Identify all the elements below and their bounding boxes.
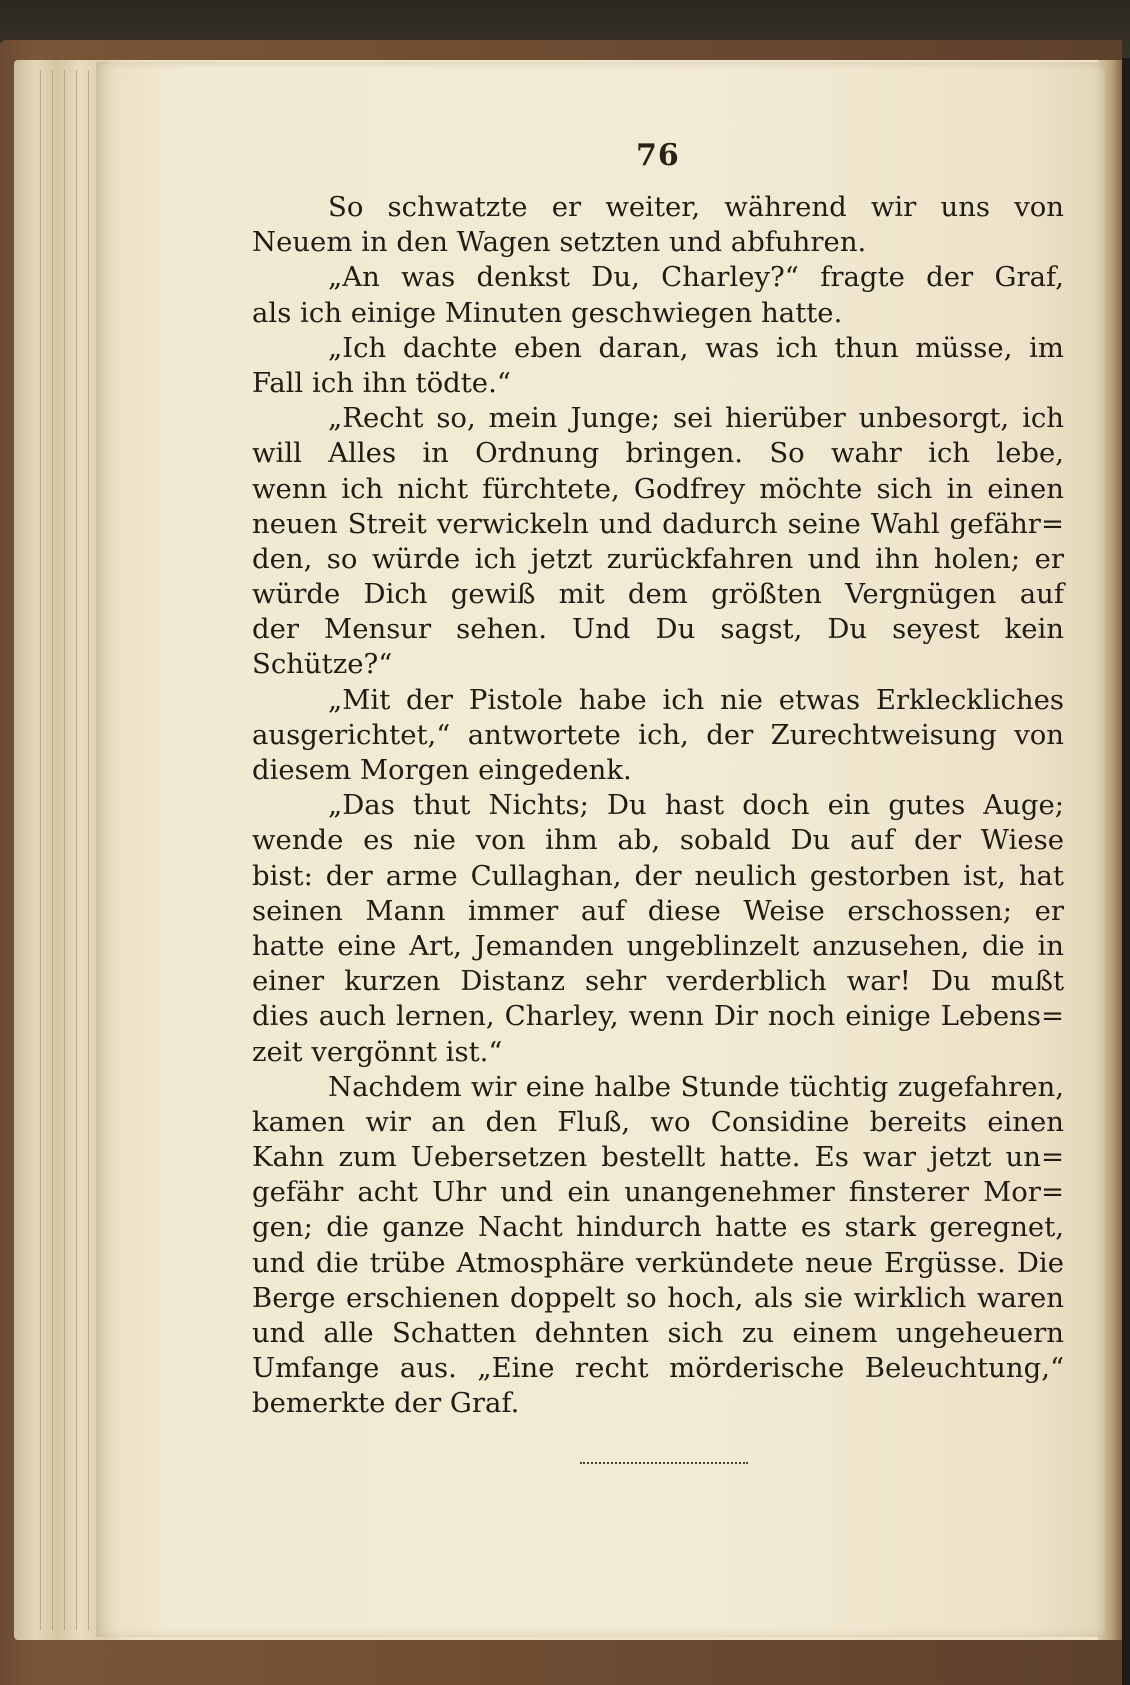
body-text — [252, 190, 1064, 1422]
text-line: bemerkte der Graf. — [252, 1387, 520, 1420]
page-edge-line — [76, 70, 77, 1630]
text-line: den, so würde ich jetzt zurückfahren und ihn holen; er — [252, 542, 1064, 575]
text-line: Neuem in den Wagen setzten und abfuhren. — [252, 226, 867, 259]
text-line: Kahn zum Uebersetzen bestellt hatte. Es war jetzt un= — [252, 1141, 1064, 1174]
text-line: wenn ich nicht fürchtete, Godfrey möchte sich in einen — [252, 472, 1064, 505]
text-line: und die trübe Atmosphäre verkündete neue Ergüsse. Die — [252, 1246, 1064, 1279]
text-line: „Das thut Nichts; Du hast doch ein gutes Auge; — [328, 789, 1064, 822]
text-line: neuen Streit verwickeln und dadurch seine Wahl gefähr= — [252, 507, 1064, 540]
text-line: wende es nie von ihm ab, sobald Du auf der Wiese — [252, 824, 1064, 857]
text-line: zeit vergönnt ist.“ — [252, 1035, 503, 1068]
text-line: Schütze?“ — [252, 648, 393, 681]
text-line: So schwatzte er weiter, während wir uns von — [328, 191, 1064, 223]
text-line: hatte eine Art, Jemanden ungeblinzelt anzusehen, die in — [252, 929, 1064, 962]
text-line: seinen Mann immer auf diese Weise erschossen; er — [252, 894, 1064, 927]
text-line: Berge erschienen doppelt so hoch, als sie wirklich waren — [252, 1281, 1064, 1314]
text-line: „Ich dachte eben daran, was ich thun müsse, im — [328, 331, 1064, 364]
text-line: würde Dich gewiß mit dem größten Vergnügen auf — [252, 578, 1064, 611]
text-line: dies auch lernen, Charley, wenn Dir noch einige Lebens= — [252, 1000, 1064, 1033]
text-line: und alle Schatten dehnten sich zu einem ungeheuern — [252, 1317, 1064, 1349]
text-line: „Mit der Pistole habe ich nie etwas Erkleckliches — [328, 683, 1064, 716]
page-edge-line — [52, 70, 53, 1630]
text-line: bist: der arme Cullaghan, der neulich gestorben ist, hat — [252, 859, 1064, 892]
page-edge-line — [64, 70, 65, 1630]
text-line: Fall ich ihn tödte.“ — [252, 366, 511, 399]
text-line: diesem Morgen eingedenk. — [252, 754, 632, 786]
text-line: der Mensur sehen. Und Du sagst, Du seyest kein — [252, 613, 1064, 646]
text-line: „Recht so, mein Junge; sei hierüber unbesorgt, ich — [328, 402, 1064, 435]
text-line: will Alles in Ordnung bringen. So wahr ich lebe, — [252, 437, 1064, 470]
text-line: als ich einige Minuten geschwiegen hatte. — [252, 296, 843, 329]
end-rule — [580, 1462, 748, 1467]
text-line: ausgerichtet,“ antwortete ich, der Zurechtweisung von — [252, 718, 1064, 751]
text-line: gen; die ganze Nacht hindurch hatte es stark geregnet, — [252, 1211, 1064, 1244]
page-edge-line — [40, 70, 41, 1630]
text-line: gefähr acht Uhr und ein unangenehmer finsterer Mor= — [252, 1176, 1064, 1209]
text-line: „An was denkst Du, Charley?“ fragte der Graf, — [328, 261, 1064, 294]
text-line: Nachdem wir eine halbe Stunde tüchtig zugefahren, — [328, 1070, 1064, 1103]
text-line: einer kurzen Distanz sehr verderblich war! Du mußt — [252, 965, 1064, 998]
page-edge-line — [88, 70, 89, 1630]
page-number: 76 — [636, 138, 680, 173]
text-line: kamen wir an den Fluß, wo Considine bereits einen — [252, 1105, 1064, 1138]
text-line: Umfange aus. „Eine recht mörderische Beleuchtung,“ — [252, 1352, 1064, 1385]
